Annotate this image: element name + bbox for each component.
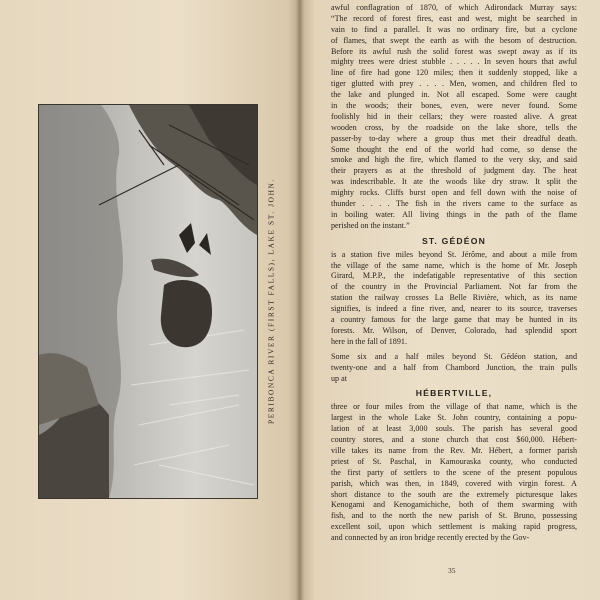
text-line: a country famous for the large game that may be hunted in its [331, 315, 577, 325]
text-line: twenty-one and a half from Chambord Junction, the train pulls [331, 362, 577, 372]
text-line: passer-by to-day where a group thus met their dreadful death. [331, 133, 577, 143]
text-line: Girard, M.P.P., the indefatigable representative of this section [331, 271, 577, 281]
text-line: awful conflagration of 1870, of which Adirondack Murray says: [331, 3, 577, 12]
text-line: ville takes its name from the Rev. Mr. Hébert, a former parish [331, 445, 577, 455]
text-line: fish, and to the north the new parish of St. Bruno, possessing [331, 511, 577, 521]
text-line: “The record of forest fires, east and west, might be searched in [331, 13, 577, 23]
text-line: three or four miles from the village of that name, which is the [331, 402, 577, 412]
caption-area [248, 104, 294, 497]
text-line: country stores, and a stone church that cost $60,000. Hébert- [331, 435, 577, 445]
text-line: Before its awful rush the solid forest was swept away as if its [331, 46, 577, 56]
text-line: in the woods; their bones, even, were never found. Some [331, 101, 577, 111]
photo-caption: PERIBONCA RIVER (FIRST FALLS), LAKE ST. JOHN. [266, 177, 276, 424]
river-falls-photo [38, 104, 258, 499]
text-line: the first party of settlers to the scene of the present populous [331, 467, 577, 477]
text-line: wooden cross, by the roadside on the lake shore, tells the [331, 122, 577, 132]
text-line: of flames, that swept the earth as with the besom of destruction. [331, 35, 577, 45]
paragraph-hebertville-intro [331, 352, 577, 385]
text-line: foolishly hid in their cellars; they were roasted alive. A great [331, 111, 577, 121]
text-line: parish, which was then, in 1849, covered with virgin forest. A [331, 478, 577, 488]
paragraph-fire-quote [331, 3, 577, 232]
text-line: and connected by an iron bridge recently erected by the Gov- [331, 533, 530, 543]
text-line: Some thought the end of the world had come, so dense the [331, 144, 577, 154]
text-line: is a station five miles beyond St. Jérôme, and about a mile from [331, 249, 577, 259]
page-number: 35 [448, 566, 456, 575]
text-line: perished on the instant.” [331, 220, 410, 230]
text-line: station the railway crosses La Belle Rivière, which, as its name [331, 293, 577, 303]
landscape-photo-river-falls-icon [39, 105, 257, 498]
text-line: largest in the whole Lake St. John country, containing a popu- [331, 413, 577, 423]
text-line: signifies, is indeed a fine river, and, nearer to its source, traverses [331, 304, 577, 314]
right-page-text [331, 0, 577, 544]
text-line: mighty trees were driest stubble . . . . . In seven hours that awful [331, 57, 577, 67]
text-line: vain to find a parallel. It was no ordinary fire, but a cyclone [331, 24, 577, 34]
text-line: the lake and plunged in. Not all escaped. Some were caught [331, 90, 577, 100]
paragraph-hebertville [331, 402, 577, 544]
text-line: in boiling water. All living things in the path of the flame [331, 209, 577, 219]
text-line: here in the fall of 1891. [331, 336, 407, 346]
book-gutter [296, 0, 304, 600]
text-line: was indescribable. It ate the woods like dry straw. It split the [331, 177, 577, 187]
text-line: their prayers as at the threshold of judgment day. The heat [331, 166, 577, 176]
text-line: the village of the same name, which is the home of Mr. Joseph [331, 260, 577, 270]
text-line: lation of at least 3,000 souls. The parish has several good [331, 424, 577, 434]
text-line: excellent soil, upon which settlement is making rapid progress, [331, 522, 577, 532]
text-line: short distance to the south are the extremely picturesque lakes [331, 489, 577, 499]
paragraph-st-gedeon [331, 250, 577, 348]
text-line: smoke and high the fire, which flamed to the very sky, and said [331, 155, 577, 165]
text-line: mighty rocks. Cliffs burst open and fell down with the noise of [331, 188, 577, 198]
heading-st-gedeon: ST. GÉDÉON [421, 235, 487, 246]
text-line: tiger glutted with prey . . . . Men, women, and children fled to [331, 79, 577, 89]
text-line: of the country in the Provincial Parliament. Not far from the [331, 282, 577, 292]
text-line: Kenogami and Kenogamichiche, both of them swarming with [331, 500, 577, 510]
text-line: Some six and a half miles beyond St. Gédéon station, and [331, 351, 577, 361]
text-line: line of fire had gone 120 miles; then it suddenly stopped, like a [331, 68, 577, 78]
text-line: up at [331, 373, 347, 383]
text-line: priest of St. Paschal, in Kamouraska county, who conducted [331, 456, 577, 466]
heading-hebertville: HÉBERTVILLE, [415, 388, 493, 399]
text-line: thunder . . . . The fish in the rivers came to the surface as [331, 199, 577, 209]
text-line: forests. Mr. Wilson, of Denver, Colorado, had splendid sport [331, 325, 577, 335]
